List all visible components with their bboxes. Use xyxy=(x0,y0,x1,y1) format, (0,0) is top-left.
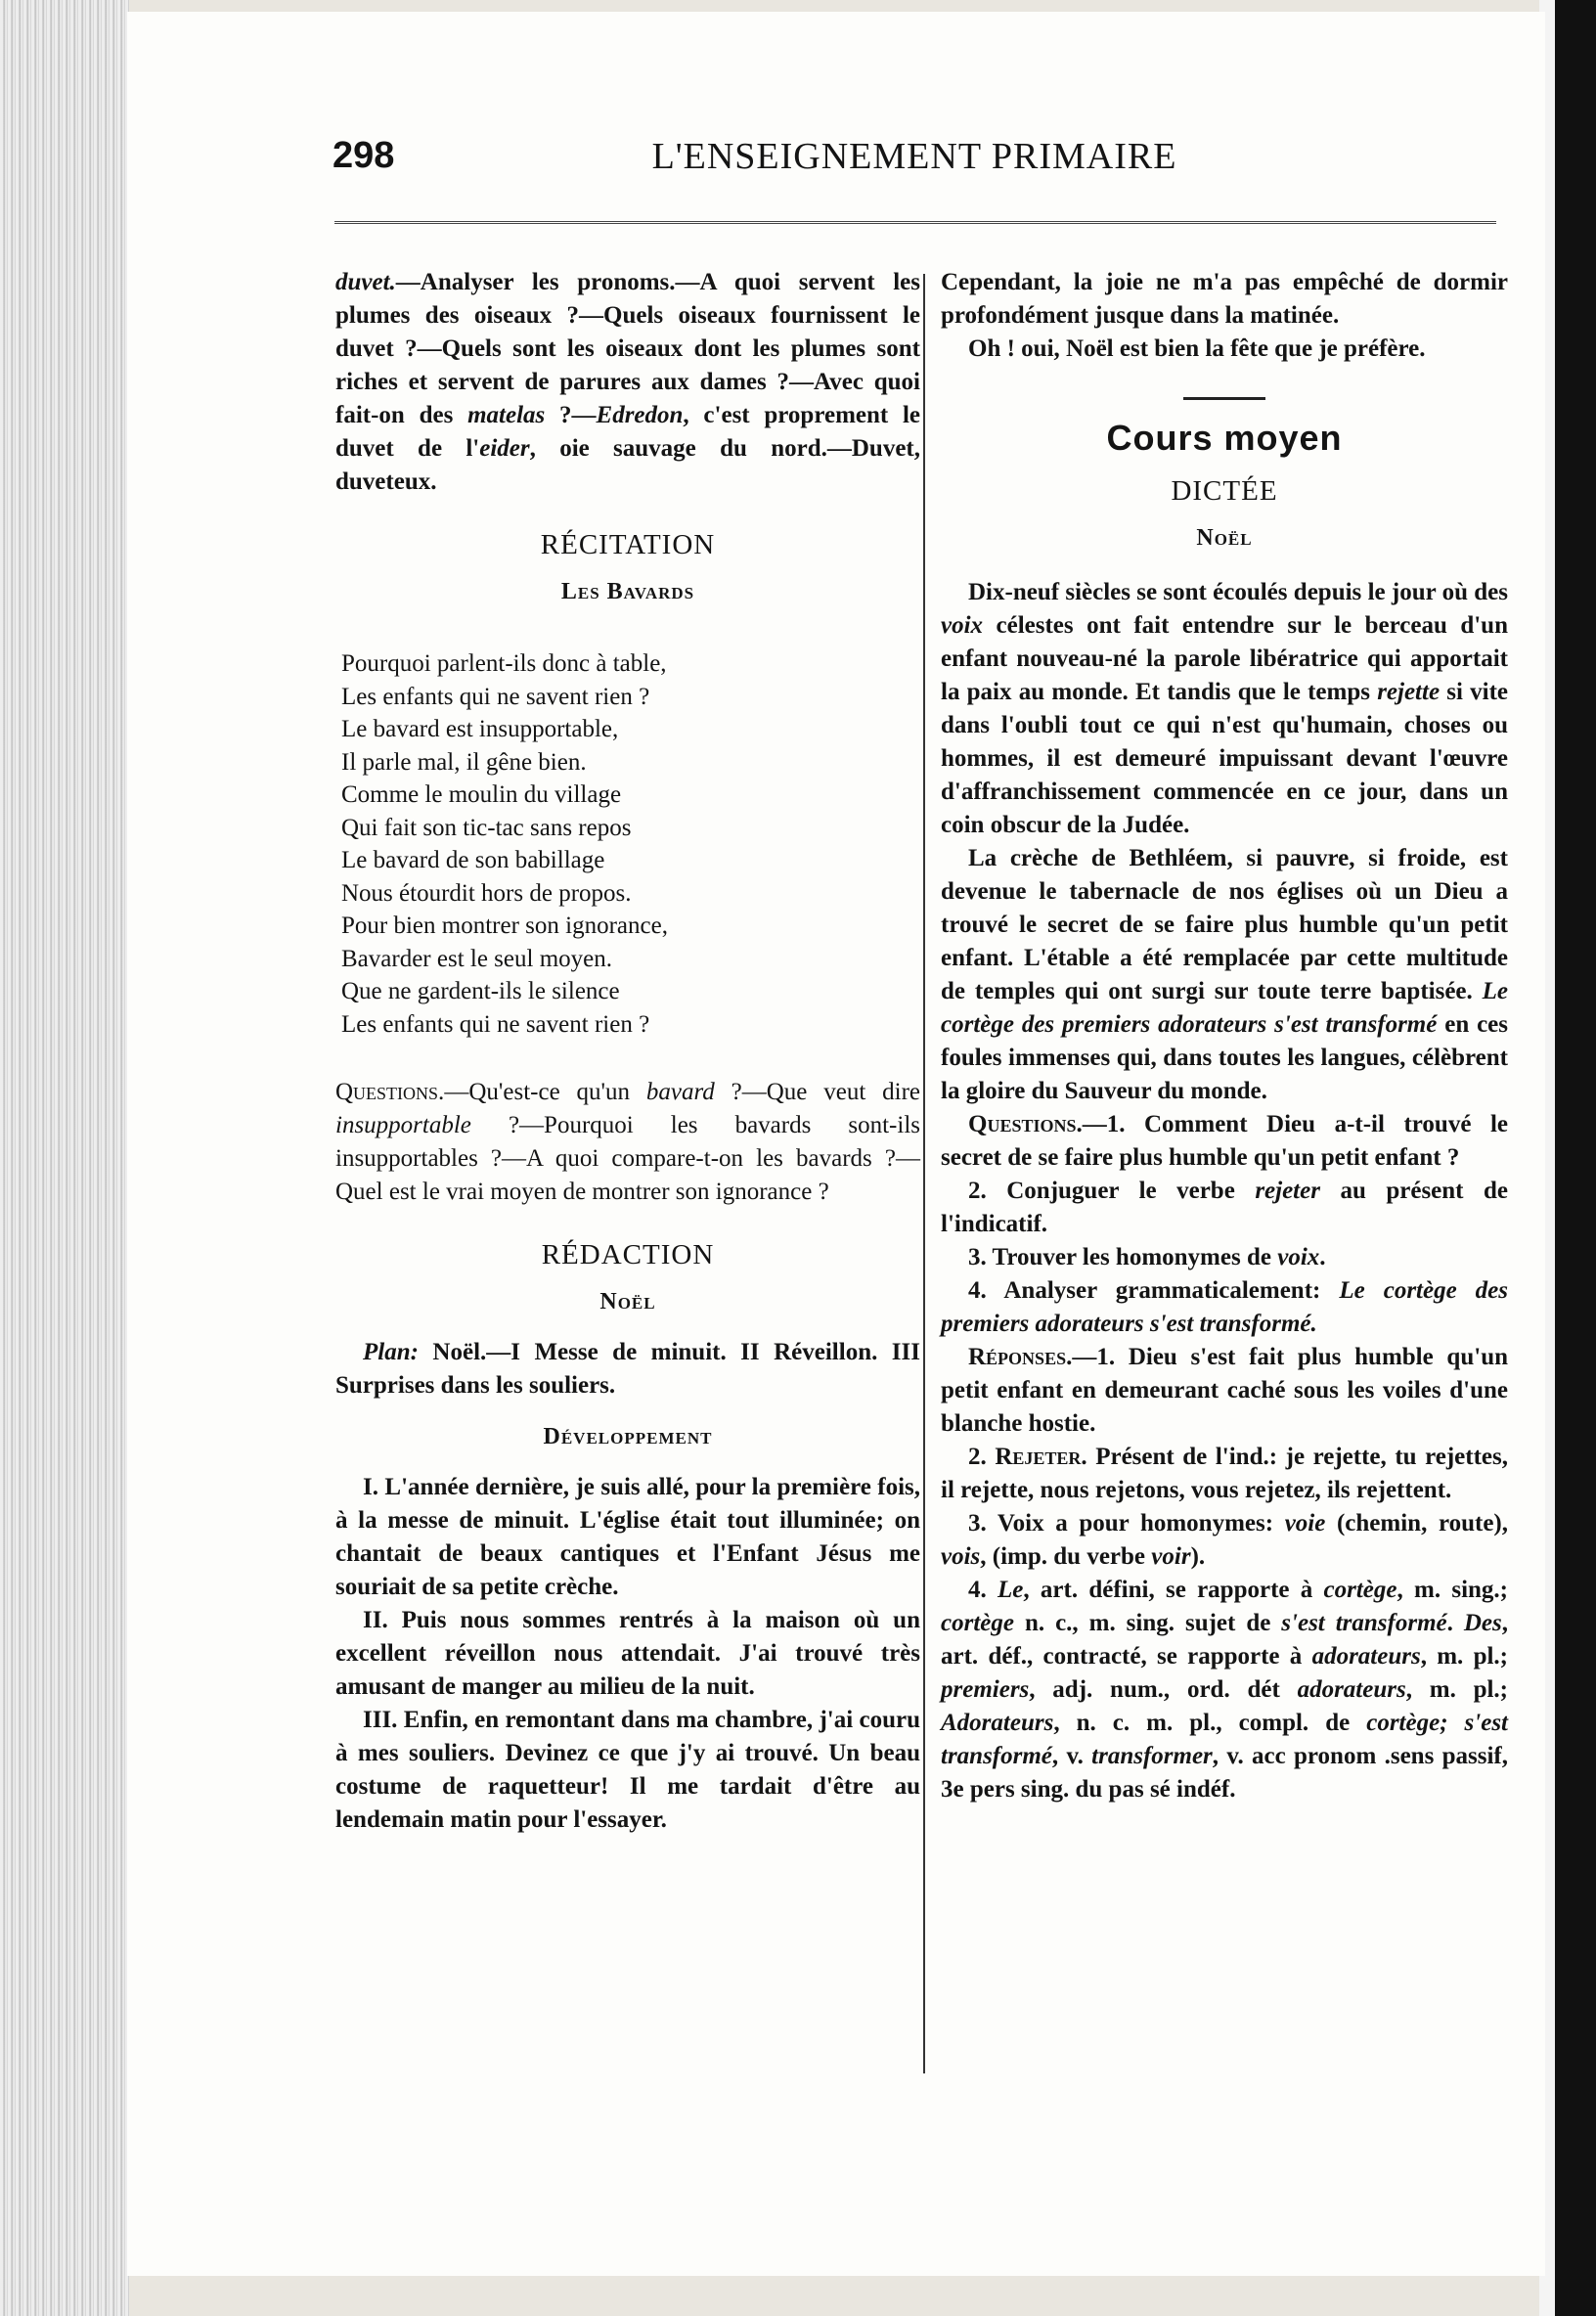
italic-term: voir xyxy=(1151,1543,1191,1570)
developpement-heading: Développement xyxy=(543,1424,713,1449)
running-title: L'ENSEIGNEMENT PRIMAIRE xyxy=(651,136,1177,177)
text-run: ?— xyxy=(545,402,597,428)
dictee-subtitle: Noël xyxy=(1196,525,1253,551)
column-divider xyxy=(923,274,925,2073)
dev-paragraph-3: III. Enfin, en remontant dans ma chambre, j'ai couru à mes souliers. Devinez ce que j'y ai trouvé. Un beau costume de raquetteur! Il me tardait d'être au lendemain matin pour l'essayer. xyxy=(335,1707,920,1833)
book-page-edges xyxy=(0,0,129,2316)
italic-term: bavard xyxy=(645,1079,715,1105)
poem-line: Qui fait son tic-tac sans repos xyxy=(341,814,632,841)
poem-line: Comme le moulin du village xyxy=(341,781,622,808)
text-run: 3. Voix a pour homonymes: xyxy=(968,1510,1285,1537)
poem-title: Les Bavards xyxy=(560,579,695,604)
italic-term: duvet. xyxy=(335,269,396,295)
text-run: , m. pl.; xyxy=(1420,1643,1508,1670)
right-column xyxy=(941,266,1508,1806)
dictee-paragraph-2 xyxy=(941,842,1508,1108)
text-run: célestes ont fait entendre sur le berceau d'un enfant nouveau-né la parole libératrice qui apportait la paix au monde. Et tandis que le temps xyxy=(941,612,1508,705)
text-run: —Analyser les pronoms.—A quoi servent les plumes des oiseaux ?—Quels oiseaux fournissent le duvet ?—Quels sont les oiseaux dont les plumes sont riches et servent de parures aux dames ?—Avec quoi fait-on des xyxy=(335,269,920,428)
text-run: , art. déf., contracté, se rapporte à xyxy=(941,1610,1508,1670)
question-4 xyxy=(941,1274,1508,1341)
italic-term: cortège xyxy=(1323,1577,1397,1603)
smallcaps-label: Questions. xyxy=(968,1111,1083,1137)
italic-term: cortège xyxy=(941,1610,1014,1636)
question-1 xyxy=(941,1108,1508,1175)
smallcaps-label: Rejeter. xyxy=(995,1444,1087,1470)
poem-line: Que ne gardent-ils le silence xyxy=(341,978,620,1004)
answer-4 xyxy=(941,1574,1508,1806)
book-gutter-shadow xyxy=(1555,0,1596,2316)
section-separator-rule xyxy=(1183,397,1265,400)
dev-paragraph-2: II. Puis nous sommes rentrés à la maison où un excellent réveillon nous attendait. J'ai trouvé très amusant de manger au milieu de la nuit. xyxy=(335,1607,920,1700)
poem-line: Bavarder est le seul moyen. xyxy=(341,945,612,972)
poem-questions xyxy=(335,1076,920,1209)
text-run: si vite dans l'oubli tout ce qui n'est qu'humain, choses ou hommes, il est demeuré impuissant devant l'œuvre d'affranchissement commencée en ce jour, dans un coin obscur de la Judée. xyxy=(941,679,1509,838)
italic-term: voix xyxy=(941,612,984,639)
italic-term: voie xyxy=(1284,1510,1326,1537)
italic-term: Le cortège des premiers adorateurs s'est transformé xyxy=(941,978,1508,1038)
text-run: 2. xyxy=(968,1444,996,1470)
text-run: n. c., m. sing. sujet de xyxy=(1013,1610,1282,1636)
plan-paragraph xyxy=(335,1336,920,1403)
text-run: au présent de l'indicatif. xyxy=(941,1178,1508,1237)
italic-term: transformer xyxy=(1091,1743,1213,1769)
italic-term: Le cortège des premiers adorateurs s'est transformé. xyxy=(941,1277,1508,1337)
intro-paragraph xyxy=(335,266,920,499)
redaction-subtitle: Noël xyxy=(599,1289,656,1314)
text-run: , n. c. m. pl., compl. de xyxy=(1053,1710,1367,1736)
poem-line: Les enfants qui ne savent rien ? xyxy=(341,1010,650,1038)
text-run: . xyxy=(1446,1610,1464,1636)
poem-line: Les enfants qui ne savent rien ? xyxy=(341,683,650,710)
text-run: . xyxy=(1319,1244,1326,1270)
poem xyxy=(341,647,920,1041)
question-3 xyxy=(941,1241,1508,1274)
text-run: —1. Comment Dieu a-t-il trouvé le secret de se faire plus humble qu'un petit enfant ? xyxy=(941,1111,1508,1171)
italic-term: vois xyxy=(941,1543,981,1570)
page-number: 298 xyxy=(332,135,395,176)
italic-term: matelas xyxy=(467,402,546,428)
italic-term: voix xyxy=(1277,1244,1320,1270)
poem-line: Pour bien montrer son ignorance, xyxy=(341,913,668,939)
italic-term: Adorateurs xyxy=(941,1710,1054,1736)
text-run: ?—Pourquoi les bavards sont-ils insupportables ?—A quoi compare-t-on les bavards ?—Quel est le vrai moyen de montrer son ignorance ? xyxy=(335,1112,920,1205)
text-run: 4. xyxy=(968,1577,998,1603)
text-run: Noël.—I Messe de minuit. II Réveillon. III Surprises dans les souliers. xyxy=(335,1339,920,1399)
italic-term: Plan: xyxy=(363,1339,419,1365)
continued-paragraph: Cependant, la joie ne m'a pas empêché de dormir profondément jusque dans la matinée. xyxy=(941,269,1508,329)
text-run: —1. Dieu s'est fait plus humble qu'un petit enfant en demeurant caché sous les voiles d'une blanche hostie. xyxy=(941,1344,1508,1437)
text-run: Présent de l'ind.: je rejette, tu rejettes, il rejette, nous rejetons, vous rejetez, ils rejettent. xyxy=(941,1444,1508,1503)
italic-term: cortège; s'est transformé xyxy=(941,1710,1508,1769)
italic-term: Le xyxy=(998,1577,1024,1603)
redaction-heading: RÉDACTION xyxy=(541,1239,715,1270)
left-column xyxy=(335,266,920,1837)
recitation-heading: RÉCITATION xyxy=(540,529,716,560)
text-run: (chemin, route), xyxy=(1325,1510,1508,1537)
text-run: , oie sauvage du nord.—Duvet, duveteux. xyxy=(335,435,920,495)
text-run: en ces foules immenses qui, dans toutes les langues, célèbrent la gloire du Sauveur du monde. xyxy=(941,1011,1509,1104)
italic-term: premiers xyxy=(941,1676,1030,1703)
italic-term: rejette xyxy=(1377,679,1441,705)
dictee-heading: DICTÉE xyxy=(1171,475,1278,507)
text-run: ). xyxy=(1190,1543,1206,1570)
italic-term: adorateurs xyxy=(1297,1676,1406,1703)
text-run: , v. acc pronom .sens passif, 3e pers sing. du pas sé indéf. xyxy=(941,1743,1508,1803)
dictee-paragraph-1 xyxy=(941,576,1508,842)
italic-term: Des xyxy=(1463,1610,1502,1636)
text-run: La crèche de Bethléem, si pauvre, si froide, est devenue le tabernacle de nos églises où un Dieu a trouvé le secret de se faire plus humble qu'un petit enfant. L'étable a été remplacée par cette multitude de temples qui ont surgi sur toute terre baptisée. xyxy=(941,845,1508,1004)
text-run: 2. Conjuguer le verbe xyxy=(968,1178,1256,1204)
text-run: 4. Analyser grammaticalement: xyxy=(968,1277,1340,1304)
text-run: —Qu'est-ce qu'un xyxy=(444,1079,646,1105)
text-run: 3. Trouver les homonymes de xyxy=(968,1244,1278,1270)
italic-term: Edredon xyxy=(596,402,684,428)
cours-moyen-title: Cours moyen xyxy=(1106,418,1343,458)
continued-paragraph-2: Oh ! oui, Noël est bien la fête que je préfère. xyxy=(968,335,1426,362)
text-run: , art. défini, se rapporte à xyxy=(1023,1577,1324,1603)
text-run: Dix-neuf siècles se sont écoulés depuis le jour où des xyxy=(968,579,1508,605)
text-run: , adj. num., ord. dét xyxy=(1029,1676,1298,1703)
poem-line: Nous étourdit hors de propos. xyxy=(341,879,632,907)
answer-2 xyxy=(941,1441,1508,1507)
text-run: , (imp. du verbe xyxy=(980,1543,1152,1570)
poem-line: Le bavard de son babillage xyxy=(341,847,605,873)
question-2 xyxy=(941,1175,1508,1241)
text-run: , m. sing.; xyxy=(1396,1577,1508,1603)
poem-line: Il parle mal, il gêne bien. xyxy=(341,748,587,776)
text-run: , v. xyxy=(1051,1743,1092,1769)
poem-line: Le bavard est insupportable, xyxy=(341,716,619,742)
text-run: ?—Que veut dire xyxy=(714,1079,920,1105)
italic-term: eider xyxy=(479,435,530,462)
page-header xyxy=(332,135,1496,184)
italic-term: insupportable xyxy=(335,1112,471,1138)
smallcaps-label: Réponses. xyxy=(968,1344,1073,1370)
answer-3 xyxy=(941,1507,1508,1574)
italic-term: rejeter xyxy=(1255,1178,1320,1204)
header-rule xyxy=(334,221,1496,224)
smallcaps-label: Questions. xyxy=(335,1079,445,1105)
text-run: , c'est proprement le duvet de l' xyxy=(335,402,921,462)
dev-paragraph-1: I. L'année dernière, je suis allé, pour la première fois, à la messe de minuit. L'église était tout illuminée; on chantait de beaux cantiques et l'Enfant Jésus me souriait de sa petite crèche. xyxy=(335,1474,920,1600)
text-run: , m. pl.; xyxy=(1405,1676,1509,1703)
italic-term: s'est transformé xyxy=(1281,1610,1447,1636)
answer-1 xyxy=(941,1341,1508,1441)
poem-line: Pourquoi parlent-ils donc à table, xyxy=(341,650,667,677)
italic-term: adorateurs xyxy=(1311,1643,1421,1670)
